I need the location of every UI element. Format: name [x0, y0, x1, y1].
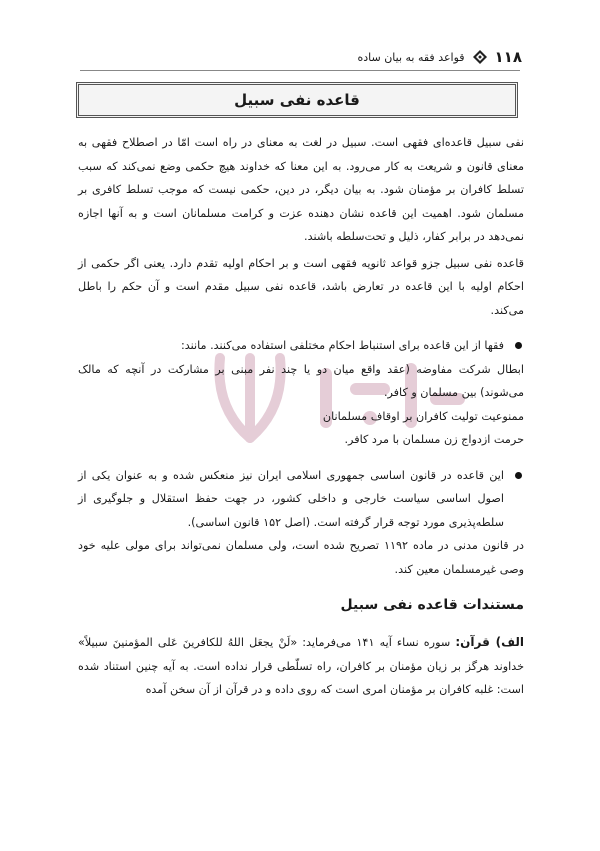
book-title: قواعد فقه به بیان ساده: [357, 50, 465, 64]
bullet-icon: [515, 472, 522, 479]
subsection-title: مستندات قاعده نفی سبیل: [340, 597, 524, 613]
quran-lead: الف) قرآن:: [455, 635, 524, 649]
quran-text: سوره نساء آیه ۱۴۱ می‌فرماید: «لَنْ یجعَل اللهُ للکافرینَ عَلی المؤمنینَ سبیلاً» خداوند هرگز بر زیان مؤمنان بر کافران، راه تسلّطی قرار نداده است. به آیه چنین استناد شده است: غلبه کافران بر مؤمنان امری است که روی داده و در قرآن از آن سخن آمده: [78, 636, 524, 696]
example-3: حرمت ازدواج زن مسلمان با مرد کافر.: [344, 433, 524, 446]
bullet-item-2: [78, 464, 524, 535]
bullet-2-text: این قاعده در قانون اساسی جمهوری اسلامی ایران نیز منعکس شده و به عنوان یکی از اصول اساسی سیاست خارجی و داخلی کشور، در جهت حفظ استقلال و جلوگیری از سلطه‌پذیری مورد توجه قرار گرفته است. (اصل ۱۵۲ قانون اساسی).: [78, 468, 504, 529]
civil-law-paragraph: در قانون مدنی در ماده ۱۱۹۲ تصریح شده است، ولی مسلمان نمی‌تواند برای مولی علیه خود وصی غیرمسلمان معین کند.: [78, 539, 524, 576]
section-title-box: [76, 82, 518, 118]
example-1: ابطال شرکت مفاوضه (عقد واقع میان دو یا چند نفر مبنی بر مشارکت در آنچه که مالک می‌شوند) بین مسلمان و کافر.: [78, 362, 524, 399]
bullet-item-1: [78, 334, 524, 358]
page-body: [78, 131, 524, 702]
ornament-icon: [473, 50, 487, 64]
paragraph-2: قاعده نفی سبیل جزو قواعد ثانویه فقهی است و بر احکام اولیه تقدم دارد. یعنی اگر حکمی از احکام اولیه با این قاعده در تعارض باشد، قاعده نفی سبیل مقدم است و آن حکم را باطل می‌کند.: [78, 256, 524, 317]
paragraph-1: نفی سبیل قاعده‌ای فقهی است. سبیل در لغت به معنای در راه است امّا در اصطلاح فقهی به معنای قانون و شریعت به کار می‌رود. به این معنا که خداوند هیچ حکمی وضع نمی‌کند که سبب تسلط کافران بر مؤمنان شود. به بیان دیگر، در دین، حکمی نیست که موجب تسلط کافری بر مسلمان شود. اهمیت این قاعده نشان دهنده عزت و کرامت مسلمانان است و به آنها اجازه نمی‌دهد در برابر کفار، ذلیل و تحت‌سلطه باشند.: [78, 136, 524, 243]
quran-paragraph: [78, 631, 524, 702]
bullet-1-text: فقها از این قاعده برای استنباط احکام مختلفی استفاده می‌کنند. مانند:: [180, 339, 504, 352]
header-divider: [80, 70, 520, 71]
bullet-icon: [515, 342, 522, 349]
page-number: ۱۱۸: [494, 48, 522, 66]
example-2: ممنوعیت تولیت کافران بر اوقاف مسلمانان: [322, 409, 524, 423]
running-header: [70, 46, 522, 68]
section-title: قاعده نفی سبیل: [234, 91, 360, 109]
